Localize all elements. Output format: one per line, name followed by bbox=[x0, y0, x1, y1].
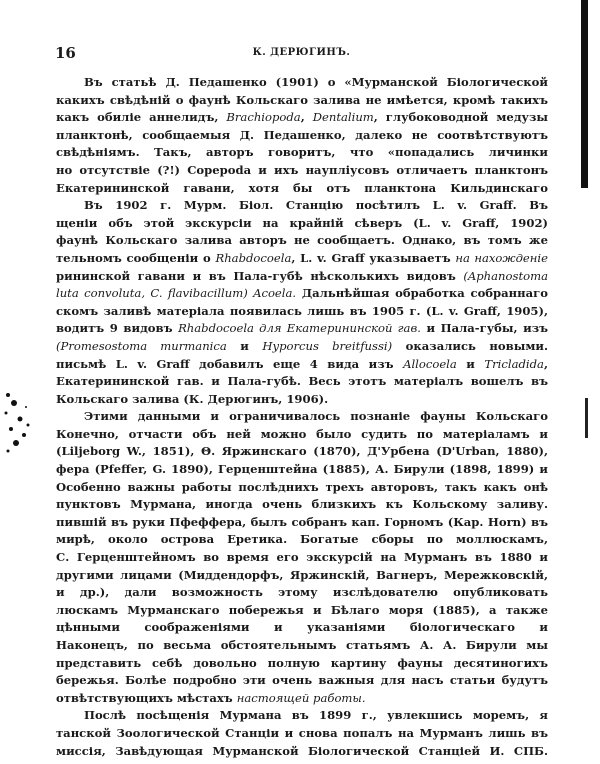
text-segment: цѣнными соображеніями и указаніями біологическаго и bbox=[56, 620, 548, 635]
text-line bbox=[56, 285, 548, 303]
page-header bbox=[55, 44, 548, 62]
text-line bbox=[56, 690, 548, 708]
body-text bbox=[56, 74, 548, 760]
text-line bbox=[56, 602, 548, 620]
italic-text: (Promesostoma murmanica bbox=[56, 338, 227, 353]
text-segment: Екатерининской гавани, хотя бы отъ планктона Кильдинскаго bbox=[56, 180, 548, 195]
text-segment: Екатерининской гав. и Пала-губѣ. Весь этотъ матеріалъ вошелъ въ bbox=[56, 374, 548, 389]
text-segment: бережья. Болѣе подробно эти очень важныя для насъ статьи будутъ bbox=[56, 673, 548, 688]
text-segment: Наконецъ, по весьма обстоятельнымъ статьямъ А. А. Бирули мы bbox=[56, 638, 548, 652]
text-line bbox=[56, 250, 548, 268]
text-line bbox=[56, 268, 548, 286]
text-line bbox=[56, 303, 548, 321]
text-segment: оказались новыми. bbox=[405, 338, 548, 353]
text-segment: фаунѣ Кольскаго залива авторъ не сообщаетъ. Однако, въ томъ же bbox=[56, 233, 548, 248]
text-line bbox=[56, 232, 548, 250]
text-segment: Этими данными и ограничивалось познаніе фауны Кольскаго bbox=[84, 409, 548, 424]
text-segment: какихъ свѣдѣній о фаунѣ Кольскаго залива не имѣется, кромѣ такихъ bbox=[56, 92, 548, 107]
text-line bbox=[56, 479, 548, 497]
text-segment: фера (Pfeffer, G. 1890), Герценштейна (1885), А. Бирули (1898, 1899) и bbox=[56, 462, 548, 477]
text-line bbox=[56, 725, 548, 743]
text-line bbox=[56, 356, 548, 374]
text-line bbox=[56, 743, 548, 761]
italic-text: Dentalium bbox=[312, 110, 374, 125]
text-segment: Конечно, отчасти объ ней можно было судить по матеріаламъ и bbox=[56, 426, 548, 441]
text-segment: и др.), дали возможность этому изслѣдователю опубликовать bbox=[56, 585, 548, 600]
italic-text: luta convoluta, C. flavibacillum) Acoela. bbox=[56, 286, 297, 301]
text-line bbox=[56, 567, 548, 585]
italic-text: Brachiopoda bbox=[226, 110, 301, 125]
text-segment: миссія, Завѣдующая Мурманской Біологической Станціей И. СПБ. bbox=[56, 743, 548, 758]
text-line bbox=[56, 443, 548, 461]
scan-edge-mark bbox=[585, 398, 588, 438]
text-line bbox=[56, 549, 548, 567]
text-segment: и Пала-губы, изъ bbox=[426, 321, 548, 336]
text-line bbox=[56, 320, 548, 338]
text-line bbox=[56, 707, 548, 725]
text-segment: люскамъ Мурманскаго побережья и Бѣлаго моря (1885), а также bbox=[56, 602, 548, 617]
text-segment: скомъ заливѣ матеріала появилась лишь въ 1905 г. (L. v. Graff, 1905), bbox=[56, 303, 548, 318]
text-line bbox=[56, 215, 548, 233]
text-line bbox=[56, 109, 548, 127]
text-segment: , bbox=[543, 356, 548, 371]
text-line bbox=[56, 162, 548, 180]
text-line bbox=[56, 619, 548, 637]
italic-text: Tricladida bbox=[484, 356, 544, 371]
text-segment: Въ 1902 г. Мурм. Біол. Станцію посѣтилъ L. v. Graff. Въ bbox=[84, 198, 548, 213]
text-line bbox=[56, 144, 548, 162]
italic-text: Rhabdocoela для Екатерининской гав. bbox=[178, 321, 421, 336]
italic-text: настоящей работы. bbox=[236, 690, 366, 705]
text-segment: свѣдѣніямъ. Такъ, авторъ говоритъ, что «попадались личинки bbox=[56, 145, 548, 160]
text-segment: представить себѣ довольно полную картину фауны десятиногихъ bbox=[56, 655, 548, 670]
paragraph bbox=[56, 74, 548, 197]
page-number: 16 bbox=[55, 44, 76, 62]
text-segment: С. Герценштейномъ во время его экскурсій на Мурманъ въ 1880 и bbox=[56, 550, 548, 565]
text-segment: , bbox=[300, 110, 313, 125]
running-title: К. ДЕРЮГИНЪ. bbox=[252, 47, 351, 58]
text-segment: щеніи объ этой экскурсіи на крайній сѣверъ (L. v. Graff, 1902) bbox=[56, 215, 548, 230]
text-line bbox=[56, 391, 548, 409]
scan-edge bbox=[581, 0, 588, 188]
text-segment: письмѣ L. v. Graff добавилъ еще 4 вида изъ bbox=[56, 356, 404, 371]
text-line bbox=[56, 408, 548, 426]
italic-text: Hyporcus breitfussi) bbox=[262, 338, 393, 353]
text-line bbox=[56, 531, 548, 549]
text-segment: и bbox=[456, 356, 485, 371]
italic-text: Allocoela bbox=[403, 356, 457, 371]
text-segment: , глубоководной медузы bbox=[373, 110, 548, 125]
text-segment: Особенно важны работы послѣднихъ трехъ авторовъ, такъ какъ онѣ bbox=[56, 479, 548, 494]
text-line bbox=[56, 92, 548, 110]
text-line bbox=[56, 584, 548, 602]
italic-text: Rhabdocoela bbox=[215, 250, 292, 265]
italic-text: на нахожденіе bbox=[455, 250, 548, 265]
text-segment: тельномъ сообщеніи о bbox=[56, 250, 216, 265]
text-segment: но отсутствіе (?!) Copepoda и ихъ науплiусовъ отличаетъ планктонъ bbox=[56, 162, 548, 177]
text-line bbox=[56, 461, 548, 479]
text-segment: мирѣ, около острова Еретика. Богатые сборы по моллюскамъ, bbox=[56, 532, 548, 547]
paragraph bbox=[56, 707, 548, 760]
text-segment: отвѣтствующихъ мѣстахъ bbox=[56, 690, 237, 705]
text-segment: Дальнѣйшая обработка собраннаго bbox=[301, 286, 548, 301]
text-line bbox=[56, 197, 548, 215]
text-line bbox=[56, 655, 548, 673]
text-segment: танской Зоологической Станціи и снова попалъ на Мурманъ лишь въ bbox=[56, 725, 548, 740]
text-segment: Кольскаго залива (К. Дерюгинъ, 1906). bbox=[56, 391, 329, 406]
paragraph bbox=[56, 408, 548, 707]
text-line bbox=[56, 426, 548, 444]
text-line bbox=[56, 514, 548, 532]
text-segment: планктонѣ, сообщаемыя Д. Педашенко, далеко не соотвѣтствуютъ bbox=[56, 127, 548, 142]
text-line bbox=[56, 373, 548, 391]
text-segment: пунктовъ Мурмана, иногда очень близкихъ къ Кольскому заливу. bbox=[56, 497, 548, 512]
italic-text: (Aphanostoma bbox=[463, 268, 548, 283]
text-line bbox=[56, 637, 548, 655]
text-segment: пившій въ руки Пфеффера, былъ собранъ кап. Горномъ (Кар. Horn) въ bbox=[56, 514, 548, 529]
text-line bbox=[56, 127, 548, 145]
text-segment: другими лицами (Миддендорфъ, Яржинскій, Вагнеръ, Мережковскій, bbox=[56, 567, 548, 582]
text-line bbox=[56, 74, 548, 92]
text-segment: , L. v. Graff указываетъ bbox=[291, 250, 456, 265]
text-line bbox=[56, 672, 548, 690]
text-segment: водитъ 9 видовъ bbox=[56, 321, 179, 336]
text-segment: Въ статьѣ Д. Педашенко (1901) о «Мурманской Біологической bbox=[84, 75, 548, 89]
text-line bbox=[56, 338, 548, 356]
text-segment: Послѣ посѣщенія Мурмана въ 1899 г., увлекшись моремъ, я bbox=[84, 708, 548, 723]
text-segment: (Liljeborg W., 1851), Θ. Яржинскаго (1870), Д'Урбена (D'Urban, 1880), bbox=[56, 444, 548, 459]
text-segment: какъ обиліе аннелидъ, bbox=[56, 110, 227, 125]
scan-specks bbox=[2, 385, 32, 465]
paragraph bbox=[56, 197, 548, 408]
text-line bbox=[56, 180, 548, 198]
text-segment: и bbox=[226, 338, 263, 353]
text-segment: рининской гавани и въ Пала-губѣ нѣсколькихъ видовъ bbox=[56, 268, 464, 283]
text-line bbox=[56, 496, 548, 514]
